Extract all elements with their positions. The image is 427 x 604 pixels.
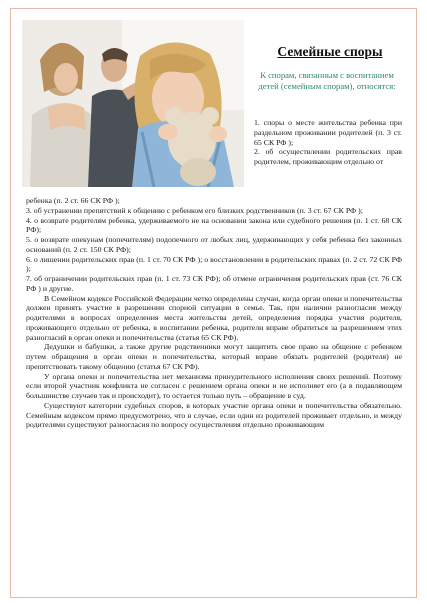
family-conflict-photo: [22, 20, 244, 187]
list-item: 6. о лишении родительских прав (п. 1 ст. 70 СК РФ ); о восстановлении в родительских правах (п. 2 ст. 72 СК РФ );: [26, 254, 402, 274]
body-paragraph: Существуют категории судебных споров, в которых участие органа опеки и попечительства обязательно. Семейным кодексом прямо предусмотрено, что в случае, если один из родителей проживает отдельно, и между родителями существуют разногласия по вопросу осуществления отдельно проживающим: [26, 400, 402, 430]
list-item-continuation: ребенка (п. 2 ст. 66 СК РФ );: [26, 196, 120, 205]
list-item: 3. об устранении препятствий к общению с ребенком его близких родственников (п. 3 ст. 67 СК РФ );: [26, 205, 363, 215]
document-title: Семейные споры: [277, 44, 383, 59]
list-item: 5. о возврате опекунам (попечителям) подопечного от любых лиц, удерживающих у себя ребенка без законных оснований (п. 2 ст. 150 СК РФ);: [26, 235, 402, 254]
document-body: [26, 196, 402, 430]
list-item: 4. о возврате родителям ребенка, удерживаемого не на основании закона или судебного решения (п. 1 ст. 68 СК РФ);: [26, 215, 402, 235]
list-item: 1. споры о месте жительства ребенка при раздельном проживании родителей (п. 3 ст. 65 СК РФ );: [254, 118, 402, 147]
body-paragraph: У органа опеки и попечительства нет механизма принудительного исполнения своих решений. Поэтому если второй участник конфликта не согласен с решением органа опеки и не исполняет его (а в подавляющем большинстве случаев так и происходит), то остается только путь – обращение в суд.: [26, 371, 402, 400]
body-paragraph: В Семейном кодексе Российской Федерации четко определены случаи, когда орган опеки и попечительства должен принять участие в разрешении спорной ситуации в семье. Так, при наличии разногласия между родителями в вопросах определения места жительства детей, определения порядка участия родителя, проживающего отдельно от ребенка, в воспитании ребенка, родители вправе обратиться за разрешением этих разногласий в орган опеки и попечительства (статья 65 СК РФ).: [26, 293, 402, 342]
photo-illustration: [22, 20, 244, 187]
body-paragraph: Дедушки и бабушки, а также другие родственники могут защитить свое право на общение с ребенком путем обращения в орган опеки и попечительства, который вправе обязать родителей (родителя) не препятствовать такому общению (статья 67 СК РФ).: [26, 342, 402, 371]
list-item: 7. об ограничении родительских прав (п. 1 ст. 73 СК РФ); об отмене ограничения родительских прав (ст. 76 СК РФ ) и другие.: [26, 274, 402, 293]
lead-paragraph: К спорам, связанным с воспитанием детей (семейным спорам), относятся:: [258, 70, 396, 92]
list-item: 2. об осуществлении родительских прав родителем, проживающим отдельно от: [254, 147, 402, 166]
dispute-list-top: [254, 118, 402, 167]
